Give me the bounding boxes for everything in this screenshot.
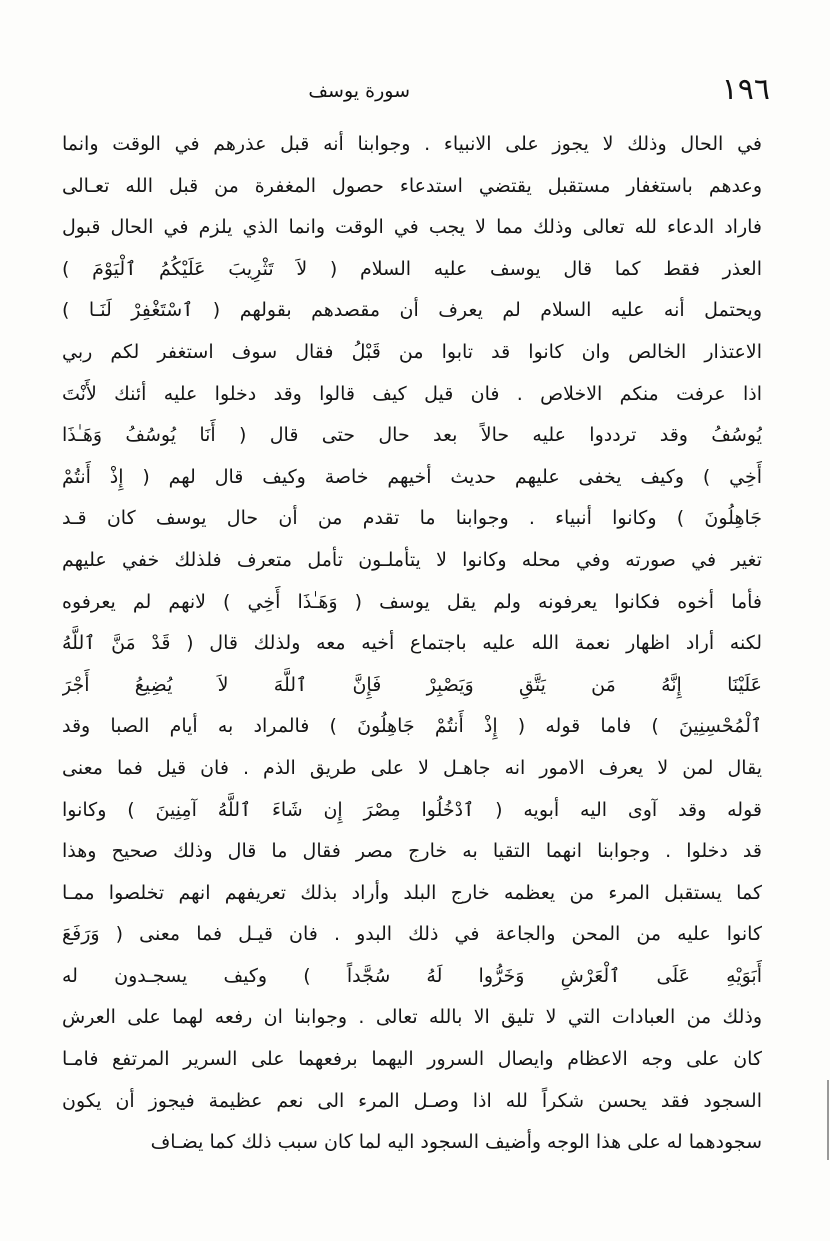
body-text — [62, 124, 762, 1164]
text-line: وذلك من العبادات التي لا تليق الا بالله تعالى . وجوابنا ان رفعه لهما على العرش — [62, 1006, 762, 1029]
text-line: اذا عرفت منكم الاخلاص . فان قيل كيف قالوا وقد دخلوا عليه أئنك لأَنْتَ — [62, 382, 762, 405]
text-line: سجودهما له على هذا الوجه وأضيف السجود اليه لما كان سبب ذلك كما يضـاف — [150, 1131, 762, 1154]
text-line: فاراد الدعاء لله تعالى وذلك مما لا يجب في الوقت وانما الذي يلزم في الحال قبول — [62, 216, 762, 239]
scan-edge-mark — [827, 1080, 829, 1160]
text-line: يُوسُفُ وقد ترددوا عليه حالاً بعد حال حتى قال ( أَنَا يُوسُفُ وَهَـٰذَا — [62, 424, 762, 447]
text-line: كان على وجه الاعظام وايصال السرور اليهما برفعهما على السرير المرتفع فامـا — [62, 1048, 762, 1071]
text-line: عَلَيْنَا إِنَّهُ مَن يَتَّقِ وَيَصْبِرْ فَإِنَّ ٱللَّهَ لاَ يُضِيعُ أَجْرَ — [62, 673, 762, 696]
text-line: قوله وقد آوى اليه أبويه ( ٱدْخُلُوا مِصْرَ إِن شَاءَ ٱللَّهُ آمِنِينَ ) وكانوا — [62, 798, 762, 821]
text-line: لكنه أراد اظهار نعمة الله عليه باجتماع أخيه معه ولذلك قال ( قَدْ مَنَّ ٱللَّهُ — [62, 632, 762, 655]
text-line: ٱلْمُحْسِنِينَ ) فاما قوله ( إِذْ أَنتُمْ جَاهِلُونَ ) فالمراد به أيام الصبا وقد — [62, 715, 762, 738]
running-title: سورة يوسف — [308, 80, 410, 102]
page-number: ١٩٦ — [721, 72, 770, 107]
text-line: فأما أخوه فكانوا يعرفونه ولم يقل يوسف ( وَهَـٰذَا أَخِي ) لانهم لم يعرفوه — [62, 590, 762, 613]
text-line: السجود فقد يحسن شكراً لله اذا وصـل المرء الى نعم عظيمة فيجوز أن يكون — [62, 1089, 762, 1112]
text-line: أَبَوَيْهِ عَلَى ٱلْعَرْشِ وَخَرُّوا لَهُ سُجَّداً ) وكيف يسجـدون له — [62, 964, 762, 987]
text-line: في الحال وذلك لا يجوز على الانبياء . وجوابنا أنه قبل عذرهم في الوقت وانما — [62, 133, 762, 155]
text-line: قد دخلوا . وجوابنا انهما التقيا به خارج مصر فقال ما قال وذلك صحيح وهذا — [62, 840, 762, 863]
page-header — [60, 72, 770, 112]
text-line: جَاهِلُونَ ) وكانوا أنبياء . وجوابنا ما تقدم من أن حال يوسف كان قـد — [62, 507, 762, 530]
text-line: كما يستقبل المرء من يعظمه خارج البلد وأراد بذلك تعريفهم انهم تخلصوا ممـا — [62, 881, 762, 904]
text-line: كانوا عليه من المحن والجاعة في ذلك البدو . فان قيـل فما معنى ( وَرَفَعَ — [62, 923, 762, 946]
text-line: العذر فقط كما قال يوسف عليه السلام ( لاَ تَثْرِيبَ عَلَيْكُمُ ٱلْيَوْمَ ) — [62, 257, 762, 280]
text-line: تغير في صورته وفي محله وكانوا لا يتأملـون تأمل متعرف فلذلك خفي عليهم — [62, 548, 762, 571]
text-line: الاعتذار الخالص وان كانوا قد تابوا من قَبْلُ فقال سوف استغفر لكم ربي — [62, 340, 762, 363]
text-line: أَخِي ) وكيف يخفى عليهم حديث أخيهم خاصة وكيف قال لهم ( إِذْ أَنتُمْ — [62, 465, 762, 488]
text-line: يقال لمن لا يعرف الامور انه جاهـل لا على طريق الذم . فان قيل فما معنى — [62, 756, 762, 779]
text-line: ويحتمل أنه عليه السلام لم يعرف أن مقصدهم بقولهم ( ٱسْتَغْفِرْ لَنَـا ) — [62, 299, 762, 322]
text-line: وعدهم باستغفار مستقبل يقتضي استدعاء حصول المغفرة من قبل الله تعـالى — [62, 174, 762, 197]
